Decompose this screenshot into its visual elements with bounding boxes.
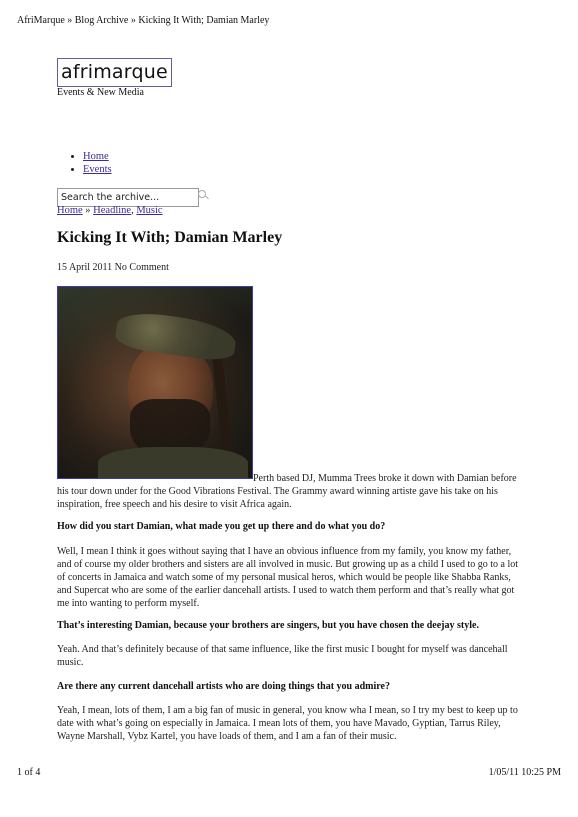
site-tagline: Events & New Media xyxy=(57,87,144,98)
answer-2: Yeah. And that’s definitely because of that same influence, like the first music I bought for myself was dancehall music. xyxy=(57,644,508,668)
nav-link-home[interactable]: Home xyxy=(83,151,109,162)
breadcrumb xyxy=(57,205,163,216)
search-form xyxy=(57,187,199,207)
answer-1: Well, I mean I think it goes without saying that I have an obvious influence from my family, you know my father, and of course my older brothers and sisters are all involved in music. But growing up as a child I used to go to a lot of concerts in Jamaica and watch some of my personal musical heros, which would be people like Shabba Ranks, and Supercat who are some of the earlier dancehall artists. I used to watch them perform and that’s really what got me into wanting to perform myself. xyxy=(57,546,519,609)
nav-item-home xyxy=(83,150,112,163)
print-header-title: AfriMarque » Blog Archive » Kicking It With; Damian Marley xyxy=(17,15,270,26)
post-title: Kicking It With; Damian Marley xyxy=(57,229,283,246)
breadcrumb-separator: » xyxy=(82,205,94,216)
breadcrumb-comma: , xyxy=(131,205,137,216)
post-photo xyxy=(57,286,253,479)
question-1: How did you start Damian, what made you get up there and do what you do? xyxy=(57,521,386,532)
site-logo[interactable]: afrimarque xyxy=(57,58,172,87)
page-number: 1 of 4 xyxy=(17,767,41,778)
breadcrumb-home-link[interactable]: Home xyxy=(57,205,83,216)
print-datetime: 1/05/11 10:25 PM xyxy=(488,767,561,778)
post-intro: Perth based DJ, Mumma Trees broke it down with Damian before his tour down under for the Good Vibrations Festival. The Grammy award winning artiste gave his take on his inspiration, free speech and his desire to visit Africa again. xyxy=(57,473,517,510)
question-3: Are there any current dancehall artists who are doing things that you admire? xyxy=(57,681,390,692)
question-2: That’s interesting Damian, because your brothers are singers, but you have chosen the deejay style. xyxy=(57,620,479,631)
post-meta: 15 April 2011 No Comment xyxy=(57,262,169,273)
nav-item-events xyxy=(83,163,112,176)
breadcrumb-headline-link[interactable]: Headline xyxy=(93,205,132,216)
search-icon[interactable] xyxy=(198,190,206,198)
answer-3: Yeah, I mean, lots of them, I am a big fan of music in general, you know wha I mean, so I try my best to keep up to date with what’s going on especially in Jamaica. I mean lots of them, you have Mavado, Gyptian, Tarrus Riley, Wayne Marshall, Vybz Kartel, you have loads of them, and I am a fan of their music. xyxy=(57,705,518,742)
nav-link-events[interactable]: Events xyxy=(83,164,112,175)
breadcrumb-music-link[interactable]: Music xyxy=(136,205,163,216)
main-nav xyxy=(58,150,112,176)
